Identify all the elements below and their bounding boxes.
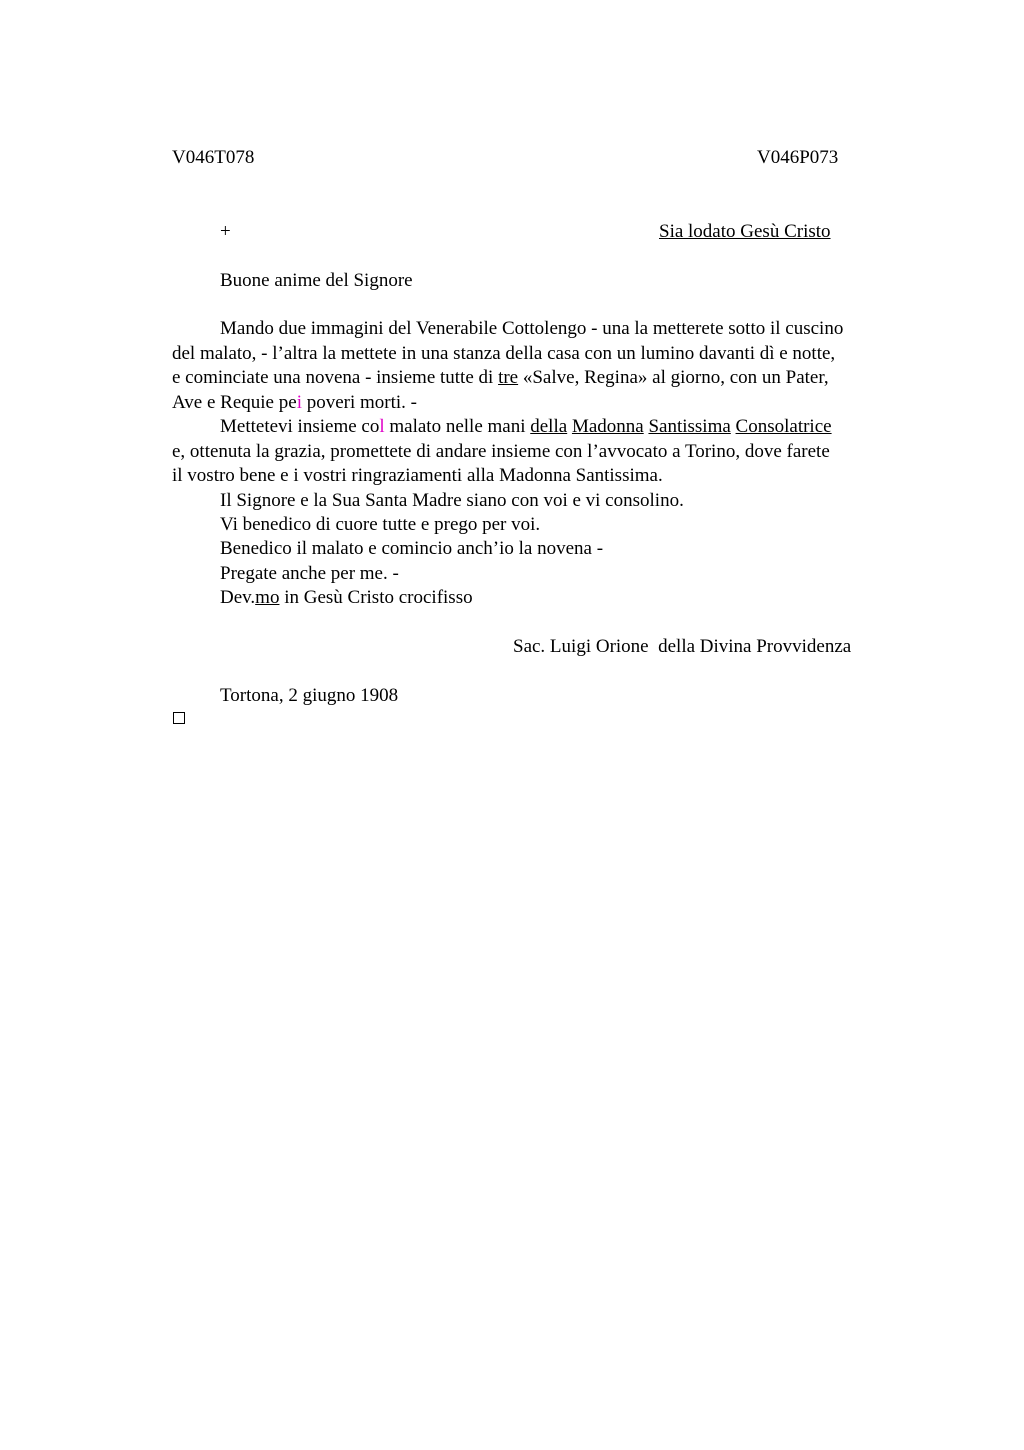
document-code-left: V046T078 — [172, 147, 255, 168]
paragraph-1-line-4 — [172, 391, 417, 415]
paragraph-2-line-2: e, ottenuta la grazia, promettete di andare insieme con l’avvocato a Torino, dove farete — [172, 441, 830, 462]
closing-line-2: Vi benedico di cuore tutte e prego per voi. — [220, 514, 541, 535]
underlined-word: Madonna — [571, 416, 644, 437]
text-run: e cominciate una novena - insieme tutte di — [172, 367, 499, 388]
text-run: malato nelle mani — [384, 416, 531, 437]
motto: Sia lodato Gesù Cristo — [659, 221, 831, 242]
underlined-word: mo — [255, 587, 280, 608]
underlined-word: tre — [498, 367, 519, 388]
underlined-word: della — [530, 416, 568, 437]
paragraph-1-line-1: Mando due immagini del Venerabile Cottolengo - una la metterete sotto il cuscino — [220, 318, 844, 339]
paragraph-2-line-1 — [220, 415, 832, 439]
underlined-word: Consolatrice — [735, 416, 832, 437]
paragraph-1-line-3 — [172, 366, 829, 390]
underlined-word: Santissima — [648, 416, 731, 437]
dateline: Tortona, 2 giugno 1908 — [220, 685, 399, 706]
text-run: Ave e Requie pe — [172, 392, 297, 413]
highlighted-letter: l — [379, 416, 385, 437]
document-code-right: V046P073 — [757, 147, 839, 168]
empty-square-icon — [173, 712, 185, 724]
paragraph-2-line-3: il vostro bene e i vostri ringraziamenti alla Madonna Santissima. — [172, 465, 663, 486]
closing-line-4: Pregate anche per me. - — [220, 563, 399, 584]
text-run: in Gesù Cristo crocifisso — [279, 587, 473, 608]
text-run: Dev. — [220, 587, 256, 608]
paragraph-1-line-2: del malato, - l’altra la mettete in una stanza della casa con un lumino davanti dì e notte, — [172, 343, 836, 364]
text-run: Mettetevi insieme co — [220, 416, 380, 437]
signature: Sac. Luigi Orione della Divina Provvidenza — [513, 636, 852, 657]
closing-line-3: Benedico il malato e comincio anch’io la novena - — [220, 538, 604, 559]
text-run: «Salve, Regina» al giorno, con un Pater, — [518, 367, 829, 388]
salutation: Buone anime del Signore — [220, 270, 413, 291]
text-run: poveri morti. - — [301, 392, 417, 413]
closing-line-1: Il Signore e la Sua Santa Madre siano con voi e vi consolino. — [220, 490, 684, 511]
highlighted-letter: i — [296, 392, 302, 413]
closing-line-5 — [220, 586, 473, 610]
cross-symbol: + — [220, 221, 231, 242]
